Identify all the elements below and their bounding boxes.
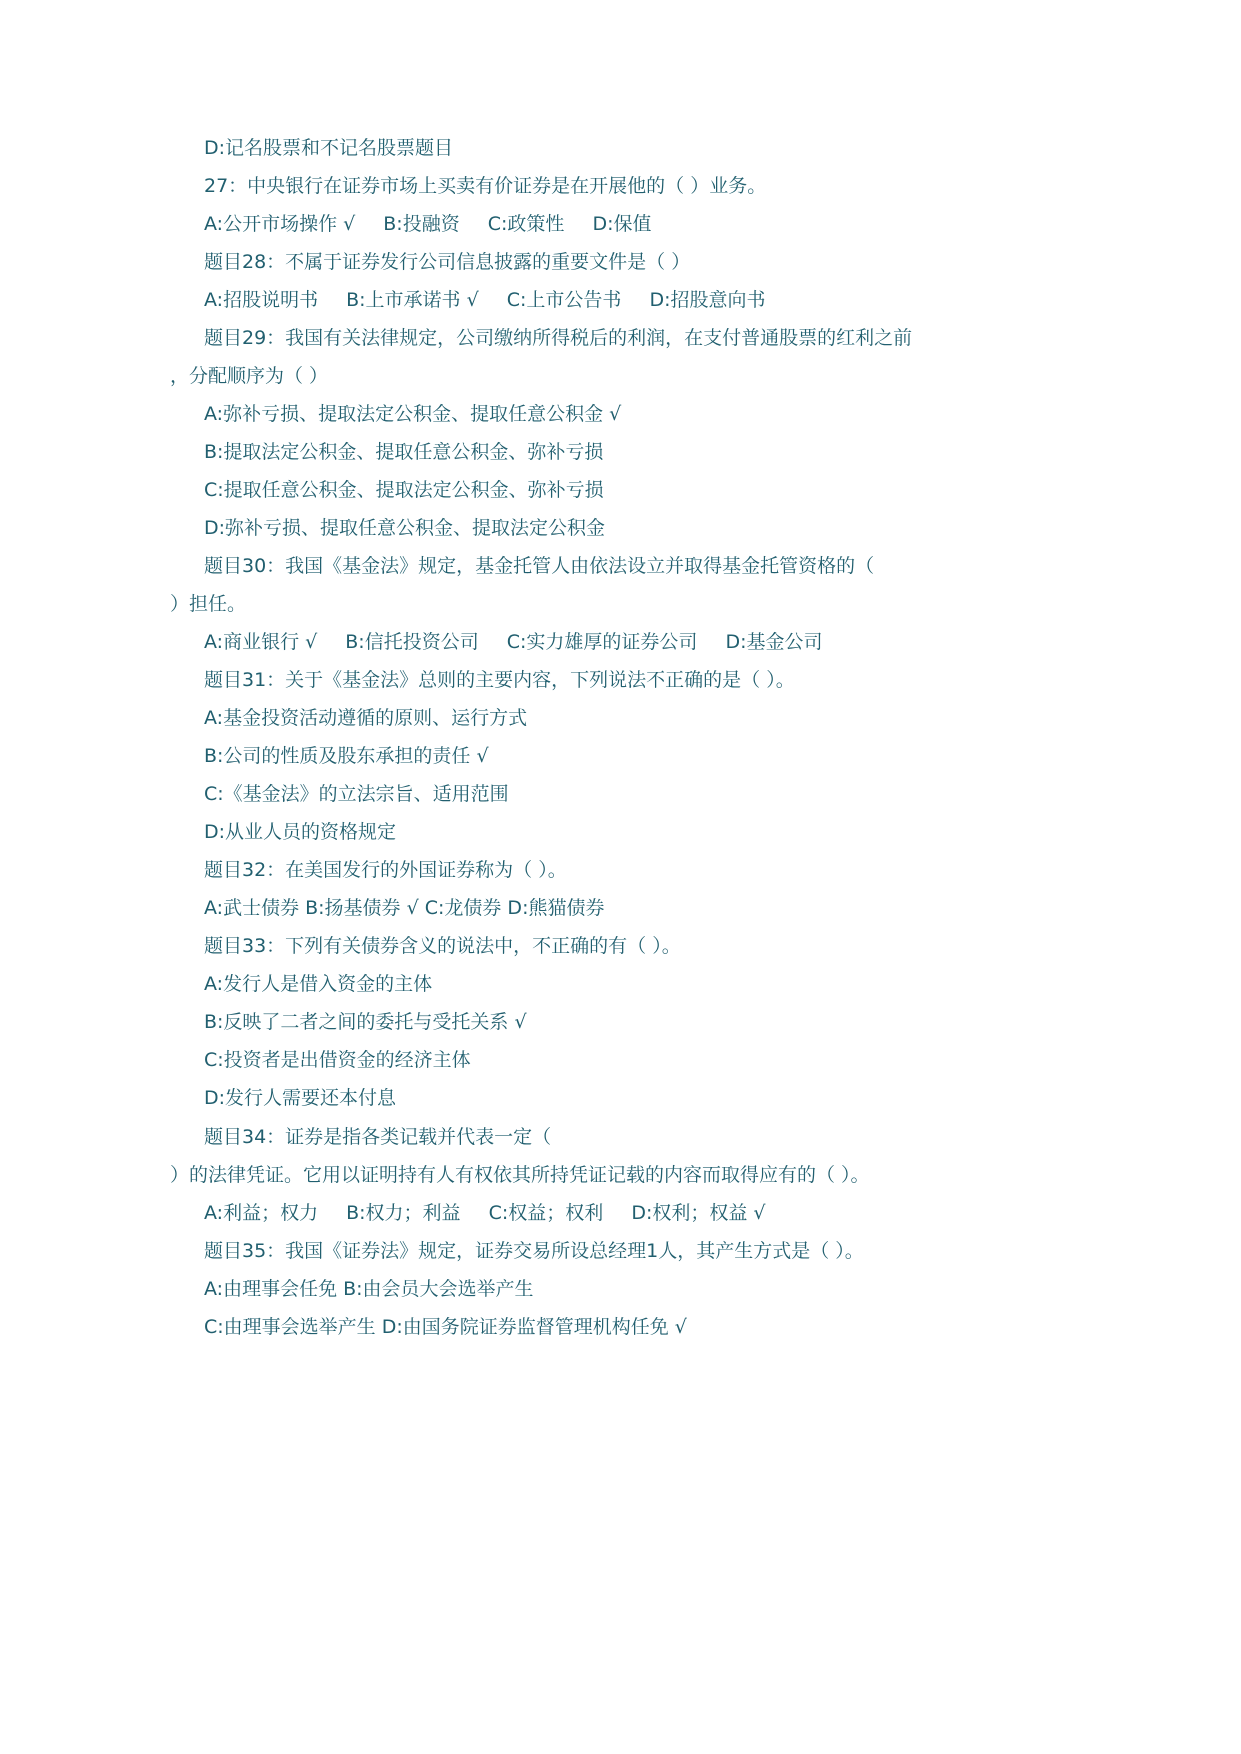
question-30-continued: ）担任。	[170, 593, 247, 615]
option-27c: C:政策性	[487, 213, 565, 235]
options-27	[204, 213, 652, 235]
option-28b: B:上市承诺书 √	[346, 289, 479, 311]
option-33d: D:发行人需要还本付息	[204, 1087, 397, 1109]
option-26d: D:记名股票和不记名股票题目	[204, 137, 454, 159]
option-29d: D:弥补亏损、提取任意公积金、提取法定公积金	[204, 517, 606, 539]
option-30c: C:实力雄厚的证券公司	[506, 631, 698, 653]
option-31a: A:基金投资活动遵循的原则、运行方式	[204, 707, 528, 729]
options-35-cd: C:由理事会选举产生 D:由国务院证券监督管理机构任免 √	[204, 1316, 687, 1338]
option-29b: B:提取法定公积金、提取任意公积金、弥补亏损	[204, 441, 604, 463]
question-35: 题目35：我国《证券法》规定，证券交易所设总经理1人，其产生方式是（ ）。	[204, 1240, 864, 1262]
option-31d: D:从业人员的资格规定	[204, 821, 397, 843]
option-33c: C:投资者是出借资金的经济主体	[204, 1049, 471, 1071]
option-29c: C:提取任意公积金、提取法定公积金、弥补亏损	[204, 479, 604, 501]
option-31b: B:公司的性质及股东承担的责任 √	[204, 745, 489, 767]
option-34c: C:权益；权利	[488, 1202, 604, 1224]
question-28: 题目28：不属于证券发行公司信息披露的重要文件是（ ）	[204, 251, 691, 273]
option-30a: A:商业银行 √	[204, 631, 318, 653]
option-28a: A:招股说明书	[204, 289, 319, 311]
question-29: 题目29：我国有关法律规定，公司缴纳所得税后的利润，在支付普通股票的红利之前	[204, 327, 913, 349]
options-32: A:武士债券 B:扬基债券 √ C:龙债券 D:熊猫债券	[204, 897, 605, 919]
option-33b: B:反映了二者之间的委托与受托关系 √	[204, 1011, 527, 1033]
option-30b: B:信托投资公司	[345, 631, 479, 653]
question-33: 题目33：下列有关债券含义的说法中，不正确的有（ ）。	[204, 935, 681, 957]
option-27a: A:公开市场操作 √	[204, 213, 356, 235]
option-30d: D:基金公司	[725, 631, 823, 653]
option-29a: A:弥补亏损、提取法定公积金、提取任意公积金 √	[204, 403, 622, 425]
option-34b: B:权力；利益	[346, 1202, 461, 1224]
option-28c: C:上市公告书	[506, 289, 622, 311]
option-28d: D:招股意向书	[649, 289, 766, 311]
option-27b: B:投融资	[383, 213, 460, 235]
question-34-continued: ）的法律凭证。它用以证明持有人有权依其所持凭证记载的内容而取得应有的（ ）。	[170, 1164, 870, 1186]
options-34	[204, 1202, 766, 1224]
options-28	[204, 289, 766, 311]
options-35-ab: A:由理事会任免 B:由会员大会选举产生	[204, 1278, 534, 1300]
question-31: 题目31：关于《基金法》总则的主要内容，下列说法不正确的是（ ）。	[204, 669, 795, 691]
option-31c: C:《基金法》的立法宗旨、适用范围	[204, 783, 509, 805]
option-33a: A:发行人是借入资金的主体	[204, 973, 433, 995]
question-30: 题目30：我国《基金法》规定，基金托管人由依法设立并取得基金托管资格的（	[204, 555, 875, 577]
option-34a: A:利益；权力	[204, 1202, 319, 1224]
question-27: 27：中央银行在证券市场上买卖有价证券是在开展他的（ ）业务。	[204, 175, 767, 197]
option-34d: D:权利；权益 √	[631, 1202, 766, 1224]
question-32: 题目32：在美国发行的外国证券称为（ ）。	[204, 859, 567, 881]
question-29-continued: ，分配顺序为（ ）	[170, 365, 329, 387]
option-27d: D:保值	[592, 213, 652, 235]
question-34: 题目34：证券是指各类记载并代表一定（	[204, 1126, 552, 1148]
options-30	[204, 631, 823, 653]
